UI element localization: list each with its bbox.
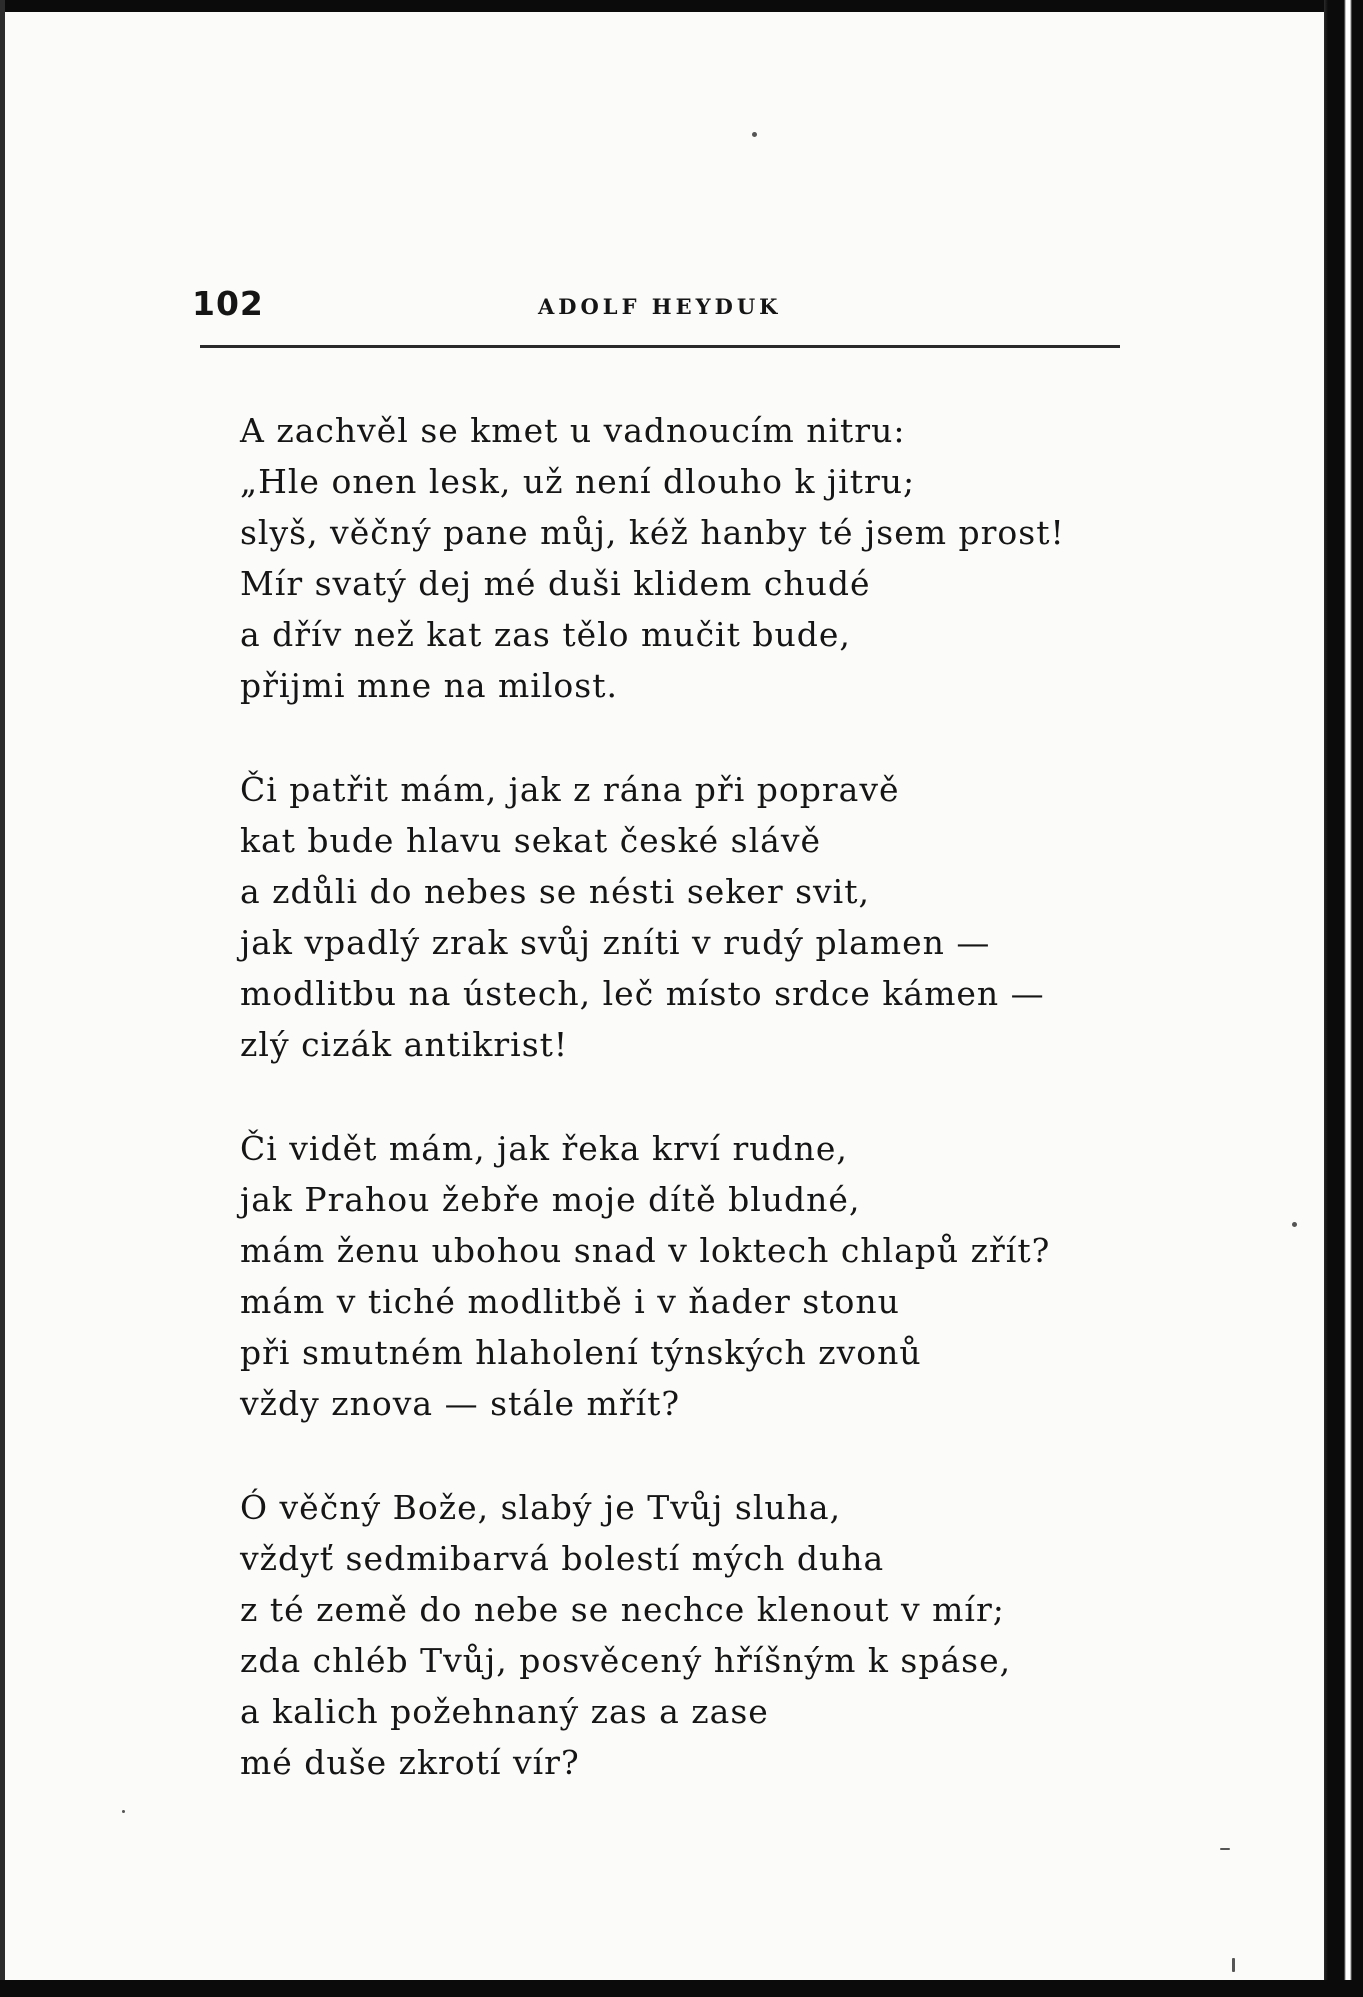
poem-line: modlitbu na ústech, leč místo srdce kámen — bbox=[240, 974, 1045, 1013]
poem-line: mé duše zkrotí vír? bbox=[240, 1743, 580, 1782]
poem-line: z té země do nebe se nechce klenout v mír; bbox=[240, 1590, 1005, 1629]
poem-line: a kalich požehnaný zas a zase bbox=[240, 1692, 769, 1731]
poem-line: vždy znova — stále mřít? bbox=[240, 1384, 681, 1423]
stanza-4 bbox=[240, 1482, 1140, 1788]
page-number: 102 bbox=[192, 284, 264, 323]
scan-border-right bbox=[1324, 0, 1363, 1997]
poem-line: „Hle onen lesk, už není dlouho k jitru; bbox=[240, 462, 916, 501]
poem-line: slyš, věčný pane můj, kéž hanby té jsem prost! bbox=[240, 513, 1065, 552]
poem-line: zlý cizák antikrist! bbox=[240, 1025, 569, 1064]
poem-line: jak Prahou žebře moje dítě bludné, bbox=[240, 1180, 861, 1219]
running-title: ADOLF HEYDUK bbox=[538, 294, 782, 319]
poem-line: a zdůli do nebes se nésti seker svit, bbox=[240, 872, 870, 911]
paper-speck bbox=[1232, 1958, 1235, 1972]
poem-line: přijmi mne na milost. bbox=[240, 666, 618, 705]
scan-border-top bbox=[0, 0, 1363, 12]
poem-line: Ó věčný Bože, slabý je Tvůj sluha, bbox=[240, 1488, 842, 1527]
paper-speck bbox=[1292, 1222, 1297, 1227]
poem-line: při smutném hlaholení týnských zvonů bbox=[240, 1333, 922, 1372]
poem-line: zda chléb Tvůj, posvěcený hříšným k spáse, bbox=[240, 1641, 1012, 1680]
paper-speck bbox=[752, 132, 757, 137]
stanza-3 bbox=[240, 1123, 1140, 1429]
poem-line: jak vpadlý zrak svůj zníti v rudý plamen — bbox=[240, 923, 991, 962]
header-rule bbox=[200, 345, 1120, 348]
poem-line: A zachvěl se kmet u vadnoucím nitru: bbox=[240, 411, 906, 450]
poem-line: a dřív než kat zas tělo mučit bude, bbox=[240, 615, 851, 654]
poem-line: Či vidět mám, jak řeka krví rudne, bbox=[240, 1129, 848, 1168]
poem-line: mám ženu ubohou snad v loktech chlapů zřít? bbox=[240, 1231, 1051, 1270]
poem-line: vždyť sedmibarvá bolestí mých duha bbox=[240, 1539, 885, 1578]
poem-body bbox=[240, 405, 1140, 1841]
paper-speck bbox=[122, 1810, 125, 1813]
stanza-2 bbox=[240, 764, 1140, 1070]
stanza-1 bbox=[240, 405, 1140, 711]
poem-line: mám v tiché modlitbě i v ňader stonu bbox=[240, 1282, 900, 1321]
page-header bbox=[192, 284, 1122, 334]
poem-line: Či patřit mám, jak z rána při popravě bbox=[240, 770, 900, 809]
poem-line: kat bude hlavu sekat české slávě bbox=[240, 821, 821, 860]
poem-line: Mír svatý dej mé duši klidem chudé bbox=[240, 564, 871, 603]
paper-speck bbox=[1220, 1848, 1230, 1850]
scan-border-bottom bbox=[0, 1980, 1363, 1997]
